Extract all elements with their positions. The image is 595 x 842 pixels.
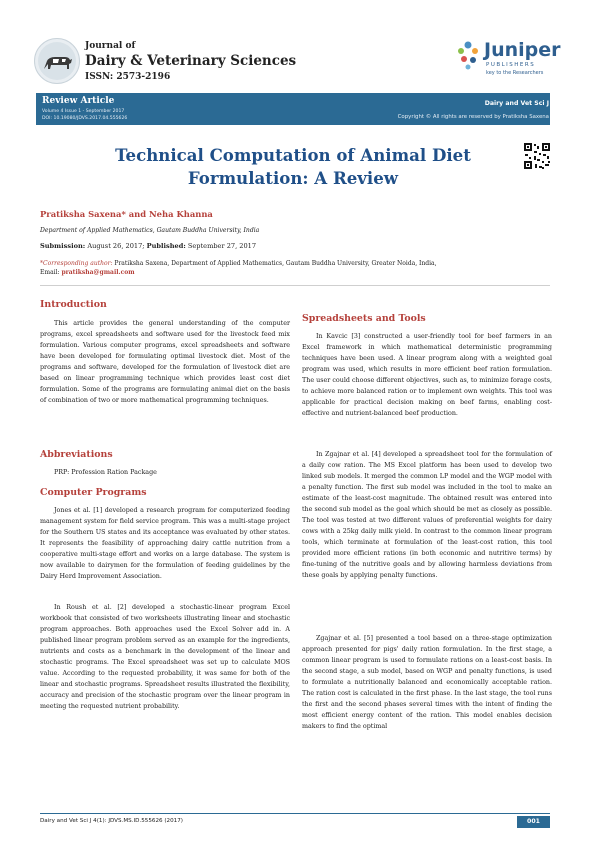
publisher-tagline: key to the Researchers [486, 70, 544, 76]
spreadsheets-paragraph-1: In Kavcic [3] constructed a user-friendly tool for beef farmers in an Excel framework in which mathematical deterministic programming techniques have been used. A linear program along with a weighted goal program was used, which results in more efficient beef ration formulation. The user could choose different objectives, such as, to minimize forage costs, to achieve more balanced ration or to implement own weights. This tool was applicable for practical decision making on beef farms, enabling cost-effective and nutrient-balanced beef production. [302, 333, 552, 417]
affiliation: Department of Applied Mathematics, Gautam Buddha University, India [40, 227, 260, 234]
heading-abbreviations: Abbreviations [40, 449, 113, 460]
heading-computer-programs: Computer Programs [40, 487, 147, 498]
published-date: September 27, 2017 [187, 242, 257, 250]
corresponding-label: *Corresponding author: [40, 260, 113, 267]
dates [40, 242, 256, 250]
publisher-subtitle: PUBLISHERS [486, 62, 536, 68]
heading-introduction: Introduction [40, 299, 107, 310]
intro-paragraph: This article provides the general understanding of the computer programs, excel spreadsheets and software used for the livestock feed mix formulation. Various computer programs, excel spreadsheets and software have been developed for formulating optimal livestock diet. Most of the programs and software, developed for the formulation of livestock diet are based on linear programming technique which provides least cost diet formulation. Some of the programs are formulating animal diet on the basis of combination of two or more mathematical programming techniques. [40, 320, 290, 404]
corresponding-author [40, 260, 437, 267]
page-number: 001 [517, 816, 550, 828]
publisher-name: Juniper [484, 39, 561, 61]
journal-name: Dairy & Veterinary Sciences [85, 53, 297, 69]
submission-date: August 26, 2017; [87, 242, 145, 250]
email-line [40, 269, 135, 276]
email-label: Email: [40, 269, 60, 276]
issn: ISSN: 2573-2196 [85, 72, 171, 82]
email-link[interactable]: pratiksha@gmail.com [61, 269, 135, 276]
spreadsheets-paragraph-2: In Zgajnar et al. [4] developed a spreadsheet tool for the formulation of a daily cow ration. The MS Excel platform has been used to develop two linked sub models. It merged the common LP model and the WGP model with a penalty function. The first sub model was included in the tool to make an estimate of the least-cost magnitude. The obtained result was entered into the second sub model as the goal which should be met as closely as possible. The tool was tested at two different values of preferential weights for dairy cows with a 25kg daily milk yield. In contrast to the common linear program tools, which terminate at formulation of the least-cost ration, this tool provided more efficient rations (in both economic and nutritive terms) by fine-tuning of the nutritive goals and by allowing harmless deviations from these goals by applying penalty functions. [302, 451, 552, 579]
cow-icon [35, 39, 79, 83]
journal-abbr: Dairy and Vet Sci J [484, 100, 549, 107]
heading-spreadsheets-tools: Spreadsheets and Tools [302, 313, 426, 324]
published-label: Published: [146, 242, 186, 250]
computer-programs-paragraph-1: Jones et al. [1] developed a research program for computerized feeding management system for field service program. This was a multi-stage project for the Southern US states and its acceptance was evaluated by other states. It represents the feasibility of approaching dairy cattle nutrition from a cooperative multi-stage effort and works on a large database. The system is now available to dairymen for the formulation of feeding guidelines by the Dairy Herd Improvement Association. [40, 507, 290, 580]
divider [40, 285, 550, 286]
juniper-logo-icon [455, 40, 481, 70]
title-line-1: Technical Computation of Animal Diet [115, 145, 471, 165]
qr-code-icon[interactable] [523, 142, 551, 170]
article-type: Review Article [42, 96, 115, 106]
abbreviations-text: PRP: Profession Ration Package [54, 469, 157, 476]
journal-logo [34, 38, 80, 84]
copyright: Copyright © All rights are reserved by Pratiksha Saxena [397, 114, 549, 120]
article-title [60, 144, 526, 190]
submission-label: Submission: [40, 242, 86, 250]
spreadsheets-paragraph-3: Zgajnar et al. [5] presented a tool based on a three-stage optimization approach presented for pigs' daily ration formulation. In the first stage, a common linear program is used to formulate rations on a least-cost basis. In the second stage, a sub model, based on WGP and penalty functions, is used to formulate a nutritionally balanced and economically acceptable ration. The ration cost is calculated in the first phase. In the last stage, the tool runs the first and the second phases several times with the intent of finding the most efficient energy content of the ration. This model enables decision makers to find the optimal [302, 635, 552, 730]
computer-programs-paragraph-2: In Roush et al. [2] developed a stochastic-linear program Excel workbook that consisted of two worksheets illustrating linear and stochastic program approaches. Both approaches used the Excel Solver add in. A published linear program problem served as an example for the ingredients, nutrients and costs as a benchmark in the development of the linear and stochastic programs. The Excel spreadsheet was set up to calculate MOS value. According to the requested probability, it was same for both of the linear and stochastic programs. Spreadsheet results illustrated the flexibility, accuracy and precision of the stochastic program over the linear program in meeting the requested nutrient probability. [40, 604, 290, 710]
journal-of-label: Journal of [85, 41, 136, 51]
footer-citation: Dairy and Vet Sci J 4(1): JDVS.MS.ID.555626 (2017) [40, 818, 183, 824]
footer-line [40, 813, 550, 814]
doi[interactable]: DOI: 10.19080/JDVS.2017.04.555626 [42, 116, 128, 121]
corresponding-text: Pratiksha Saxena, Department of Applied Mathematics, Gautam Buddha University, Greater Noida, India, [114, 260, 437, 267]
authors: Pratiksha Saxena* and Neha Khanna [40, 209, 213, 219]
volume-issue: Volume 4 Issue 1 - September 2017 [42, 109, 125, 114]
title-line-2: Formulation: A Review [187, 168, 399, 188]
